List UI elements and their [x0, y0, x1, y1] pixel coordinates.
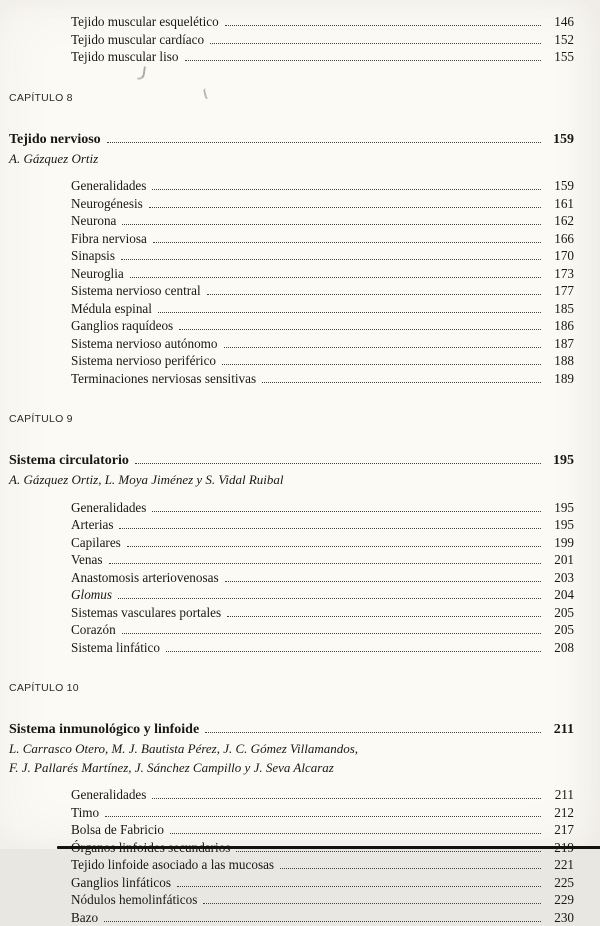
- chapter-entries-list: [71, 786, 574, 926]
- toc-entry-row: [71, 874, 574, 892]
- dotted-leader: [227, 616, 541, 617]
- toc-entry-title: Sistema linfático: [71, 639, 160, 657]
- toc-entry-row: [71, 212, 574, 230]
- chapter-title: Sistema circulatorio: [9, 451, 129, 470]
- chapter-title: Sistema inmunológico y linfoide: [9, 720, 199, 739]
- toc-entry-page-number: 146: [544, 13, 574, 31]
- dotted-leader: [109, 563, 542, 564]
- toc-entry-page-number: 195: [544, 499, 574, 517]
- toc-entry-page-number: 170: [544, 247, 574, 265]
- chapter-section: [9, 91, 574, 388]
- toc-entry-page-number: 205: [544, 621, 574, 639]
- toc-entry-title: Sistema nervioso central: [71, 282, 201, 300]
- chapter-title-row: [9, 720, 574, 739]
- toc-entry-row: [71, 569, 574, 587]
- toc-entry-page-number: 212: [544, 804, 574, 822]
- toc-entry-page-number: 159: [544, 177, 574, 195]
- toc-entry-page-number: 185: [544, 300, 574, 318]
- chapter-label: CAPÍTULO 8: [9, 91, 574, 105]
- toc-entry-title: Terminaciones nerviosas sensitivas: [71, 370, 256, 388]
- dotted-leader: [158, 312, 541, 313]
- chapter-title-row: [9, 451, 574, 470]
- chapter-authors-line: F. J. Pallarés Martínez, J. Sánchez Campillo y J. Seva Alcaraz: [9, 759, 574, 777]
- toc-entry-page-number: 173: [544, 265, 574, 283]
- chapter-authors-line: A. Gázquez Ortiz: [9, 150, 574, 168]
- dotted-leader: [203, 903, 541, 904]
- toc-entry-row: [71, 639, 574, 657]
- toc-entry-title: Capilares: [71, 534, 121, 552]
- dotted-leader: [152, 511, 541, 512]
- toc-entry-row: [71, 499, 574, 517]
- dotted-leader: [280, 868, 541, 869]
- toc-entry-page-number: 187: [544, 335, 574, 353]
- toc-entry-row: [71, 300, 574, 318]
- dotted-leader: [121, 259, 541, 260]
- toc-entry-row: [71, 317, 574, 335]
- toc-entry-row: [71, 48, 574, 66]
- toc-entry-row: [71, 282, 574, 300]
- chapter-authors-line: L. Carrasco Otero, M. J. Bautista Pérez, J. C. Gómez Villamandos,: [9, 740, 574, 758]
- toc-entry-page-number: 161: [544, 195, 574, 213]
- dotted-leader: [122, 633, 541, 634]
- toc-entry-title: Sistema nervioso autónomo: [71, 335, 218, 353]
- dotted-leader: [224, 347, 541, 348]
- toc-entry-title: Generalidades: [71, 786, 146, 804]
- dotted-leader: [166, 651, 541, 652]
- toc-entry-row: [71, 177, 574, 195]
- toc-entry-page-number: 201: [544, 551, 574, 569]
- toc-entry-page-number: 162: [544, 212, 574, 230]
- dotted-leader: [118, 598, 541, 599]
- toc-entry-page-number: 177: [544, 282, 574, 300]
- toc-entry-page-number: 152: [544, 31, 574, 49]
- toc-entry-title: Glomus: [71, 586, 112, 604]
- toc-entry-title: Tejido linfoide asociado a las mucosas: [71, 856, 274, 874]
- toc-entry-title: Generalidades: [71, 499, 146, 517]
- dotted-leader: [262, 382, 541, 383]
- toc-content: [9, 13, 574, 926]
- chapter-title: Tejido nervioso: [9, 130, 101, 149]
- toc-entry-page-number: 189: [544, 370, 574, 388]
- dotted-leader: [105, 816, 541, 817]
- chapter-page-number: 211: [544, 720, 574, 739]
- toc-entry-page-number: 205: [544, 604, 574, 622]
- chapter-label: CAPÍTULO 9: [9, 412, 574, 426]
- chapter-page-number: 159: [544, 130, 574, 149]
- toc-entry-row: [71, 551, 574, 569]
- dotted-leader: [130, 277, 541, 278]
- dotted-leader: [170, 833, 541, 834]
- toc-entry-page-number: 221: [544, 856, 574, 874]
- toc-entry-row: [71, 195, 574, 213]
- toc-entry-title: Médula espinal: [71, 300, 152, 318]
- toc-entry-page-number: 204: [544, 586, 574, 604]
- dotted-leader: [135, 463, 541, 464]
- toc-entry-row: [71, 247, 574, 265]
- dotted-leader: [127, 546, 541, 547]
- toc-entry-row: [71, 352, 574, 370]
- toc-entry-page-number: 186: [544, 317, 574, 335]
- toc-entry-title: Venas: [71, 551, 103, 569]
- toc-entry-row: [71, 370, 574, 388]
- dotted-leader: [205, 732, 541, 733]
- toc-entry-row: [71, 856, 574, 874]
- toc-entry-row: [71, 604, 574, 622]
- dotted-leader: [122, 224, 541, 225]
- toc-entry-title: Tejido muscular esquelético: [71, 13, 219, 31]
- dotted-leader: [185, 60, 542, 61]
- toc-entry-title: Neurogénesis: [71, 195, 143, 213]
- toc-entry-page-number: 208: [544, 639, 574, 657]
- dotted-leader: [207, 294, 541, 295]
- toc-entry-row: [71, 265, 574, 283]
- toc-entry-title: Sistema nervioso periférico: [71, 352, 216, 370]
- toc-entry-page-number: 225: [544, 874, 574, 892]
- dotted-leader: [119, 528, 541, 529]
- dotted-leader: [225, 25, 541, 26]
- toc-entry-page-number: 229: [544, 891, 574, 909]
- toc-entry-title: Timo: [71, 804, 99, 822]
- toc-entry-title: Fibra nerviosa: [71, 230, 147, 248]
- chapter-title-row: [9, 130, 574, 149]
- toc-entry-row: [71, 534, 574, 552]
- chapter-section: [9, 412, 574, 656]
- toc-entry-title: Anastomosis arteriovenosas: [71, 569, 219, 587]
- chapter-page-number: 195: [544, 451, 574, 470]
- toc-entry-row: [71, 821, 574, 839]
- dotted-leader: [222, 364, 541, 365]
- toc-entry-page-number: 188: [544, 352, 574, 370]
- toc-entry-row: [71, 516, 574, 534]
- chapter-entries-list: [71, 499, 574, 657]
- dotted-leader: [153, 242, 541, 243]
- toc-entry-title: Ganglios linfáticos: [71, 874, 171, 892]
- toc-entry-row: [71, 786, 574, 804]
- toc-entry-page-number: 166: [544, 230, 574, 248]
- toc-entry-page-number: 203: [544, 569, 574, 587]
- scan-edge-artifact: [57, 846, 600, 849]
- toc-entry-title: Sistemas vasculares portales: [71, 604, 221, 622]
- toc-entry-row: [71, 891, 574, 909]
- toc-entry-row: [71, 804, 574, 822]
- dotted-leader: [179, 329, 541, 330]
- dotted-leader: [152, 189, 541, 190]
- toc-entry-title: Neurona: [71, 212, 116, 230]
- dotted-leader: [210, 43, 541, 44]
- toc-entry-row: [71, 621, 574, 639]
- dotted-leader: [236, 851, 541, 852]
- toc-entry-title: Corazón: [71, 621, 116, 639]
- chapter-section: [9, 681, 574, 926]
- toc-entry-page-number: 195: [544, 516, 574, 534]
- toc-entry-title: Ganglios raquídeos: [71, 317, 173, 335]
- toc-entry-row: [71, 31, 574, 49]
- toc-continued-list: [71, 13, 574, 66]
- toc-entry-title: Tejido muscular liso: [71, 48, 179, 66]
- toc-entry-page-number: 199: [544, 534, 574, 552]
- toc-entry-title: Arterias: [71, 516, 113, 534]
- toc-entry-title: Generalidades: [71, 177, 146, 195]
- dotted-leader: [149, 207, 541, 208]
- toc-entry-title: Bazo: [71, 909, 98, 926]
- dotted-leader: [225, 581, 541, 582]
- dotted-leader: [104, 921, 541, 922]
- toc-entry-page-number: 155: [544, 48, 574, 66]
- chapter-label: CAPÍTULO 10: [9, 681, 574, 695]
- toc-entry-title: Sinapsis: [71, 247, 115, 265]
- toc-entry-title: Bolsa de Fabricio: [71, 821, 164, 839]
- chapter-authors-line: A. Gázquez Ortiz, L. Moya Jiménez y S. Vidal Ruibal: [9, 471, 574, 489]
- chapter-entries-list: [71, 177, 574, 387]
- dotted-leader: [152, 798, 541, 799]
- toc-entry-title: Neuroglia: [71, 265, 124, 283]
- toc-entry-row: [71, 909, 574, 926]
- toc-entry-row: [71, 335, 574, 353]
- toc-entry-row: [71, 13, 574, 31]
- dotted-leader: [177, 886, 541, 887]
- toc-entry-title: Tejido muscular cardíaco: [71, 31, 204, 49]
- toc-entry-page-number: 217: [544, 821, 574, 839]
- toc-entry-page-number: 211: [544, 786, 574, 804]
- toc-entry-page-number: 230: [544, 909, 574, 926]
- toc-entry-title: Nódulos hemolinfáticos: [71, 891, 197, 909]
- toc-entry-row: [71, 586, 574, 604]
- dotted-leader: [107, 142, 541, 143]
- toc-entry-row: [71, 230, 574, 248]
